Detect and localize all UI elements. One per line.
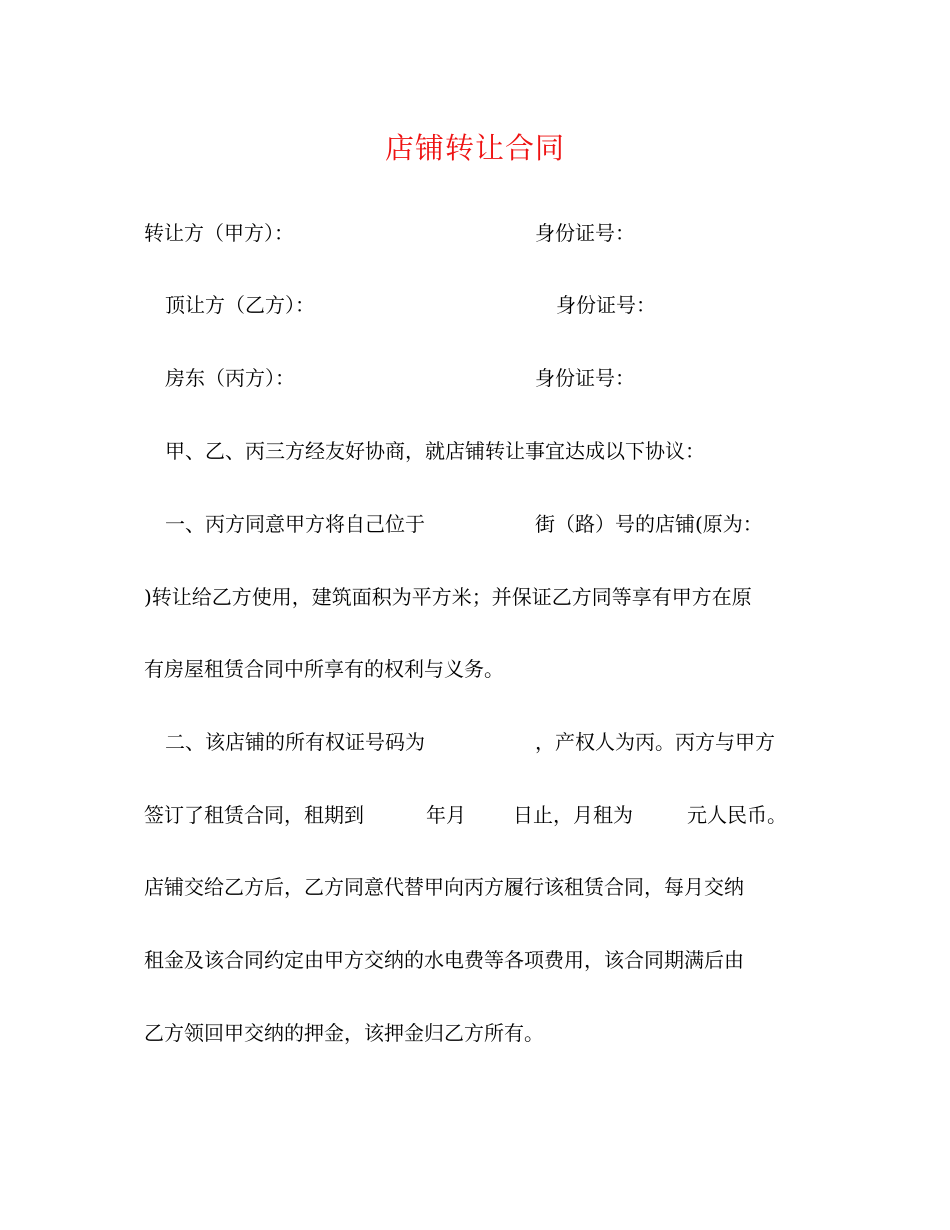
clause1-line1-start: 一、丙方同意甲方将自己位于 (165, 512, 425, 536)
clause1-line2: )转让给乙方使用，建筑面积为平方米；并保证乙方同等享有甲方在原 (144, 585, 752, 609)
transferee-label: 顶让方（乙方）： (165, 293, 315, 317)
clause2-line2-part4: 元人民币。 (687, 803, 787, 827)
clause2-line2-part1: 签订了租赁合同，租期到 (144, 803, 364, 827)
clause2-line1-start: 二、该店铺的所有权证号码为 (165, 730, 425, 754)
clause2-line3: 店铺交给乙方后，乙方同意代替甲向丙方履行该租赁合同，每月交纳 (144, 875, 744, 899)
landlord-id-label: 身份证号： (535, 366, 635, 390)
landlord-label: 房东（丙方）： (165, 366, 295, 390)
clause2-line5: 乙方领回甲交纳的押金，该押金归乙方所有。 (144, 1021, 544, 1045)
transferor-label: 转让方（甲方）： (144, 221, 294, 245)
intro-paragraph: 甲、乙、丙三方经友好协商，就店铺转让事宜达成以下协议： (165, 439, 705, 463)
clause2-line2-part2: 年月 (426, 803, 466, 827)
transferor-id-label: 身份证号： (535, 221, 635, 245)
clause2-line1-end: ，产权人为丙。丙方与甲方 (535, 730, 775, 754)
clause1-line3: 有房屋租赁合同中所享有的权利与义务。 (144, 657, 504, 681)
clause2-line4: 租金及该合同约定由甲方交纳的水电费等各项费用，该合同期满后由 (144, 948, 744, 972)
transferee-id-label: 身份证号： (556, 293, 656, 317)
clause2-line2-part3: 日止，月租为 (513, 803, 633, 827)
clause1-line1-end: 街（路）号的店铺(原为： (535, 512, 763, 536)
document-title: 店铺转让合同 (384, 131, 565, 165)
